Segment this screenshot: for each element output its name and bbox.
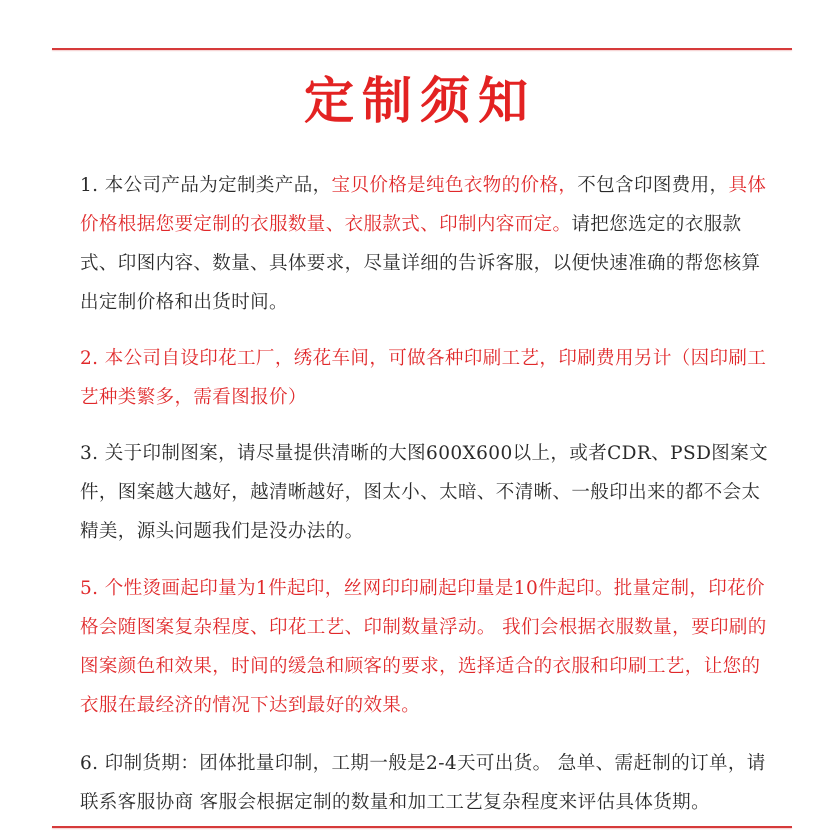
note-2: 2. 本公司自设印花工厂，绣花车间，可做各种印刷工艺，印刷费用另计（因印刷工艺种类繁多，需看图报价） <box>80 348 767 408</box>
top-divider <box>52 48 792 50</box>
note-1-exclusion: 不包含印图费用， <box>577 175 729 196</box>
note-6: 6. 印制货期：团体批量印制，工期一般是2-4天可出货。 急单、需赶制的订单，请联系客服协商 客服会根据定制的数量和加工工艺复杂程度来评估具体货期。 <box>80 753 766 813</box>
note-1-price-highlight: 宝贝价格是纯色衣物的价格， <box>331 175 578 196</box>
note-3: 3. 关于印制图案，请尽量提供清晰的大图600X600以上，或者CDR、PSD图案文件，图案越大越好，越清晰越好，图太小、太暗、不清晰、一般印出来的都不会太精美，源头问题我们是没办法的。 <box>80 443 768 542</box>
page-title: 定制须知 <box>304 72 536 130</box>
note-5: 5. 个性烫画起印量为1件起印，丝网印印刷起印量是10件起印。批量定制，印花价格会随图案复杂程度、印花工艺、印制数量浮动。 我们会根据衣服数量，要印刷的图案颜色和效果，时间的缓急和顾客的要求，选择适合的衣服和印刷工艺，让您的衣服在最经济的情况下达到最好的效果。 <box>80 578 767 716</box>
note-1 <box>80 166 770 322</box>
note-1-intro: 1. 本公司产品为定制类产品， <box>80 175 332 196</box>
note-1-pricing-basis: 具体价格根据您要定制的衣服数量、衣服款式、印制内容而定。 <box>80 175 767 235</box>
bottom-divider <box>52 826 792 828</box>
note-1-instruction: 请把您选定的衣服款式、印图内容、数量、具体要求，尽量详细的告诉客服，以便快速准确的帮您核算出定制价格和出货时间。 <box>80 214 761 313</box>
